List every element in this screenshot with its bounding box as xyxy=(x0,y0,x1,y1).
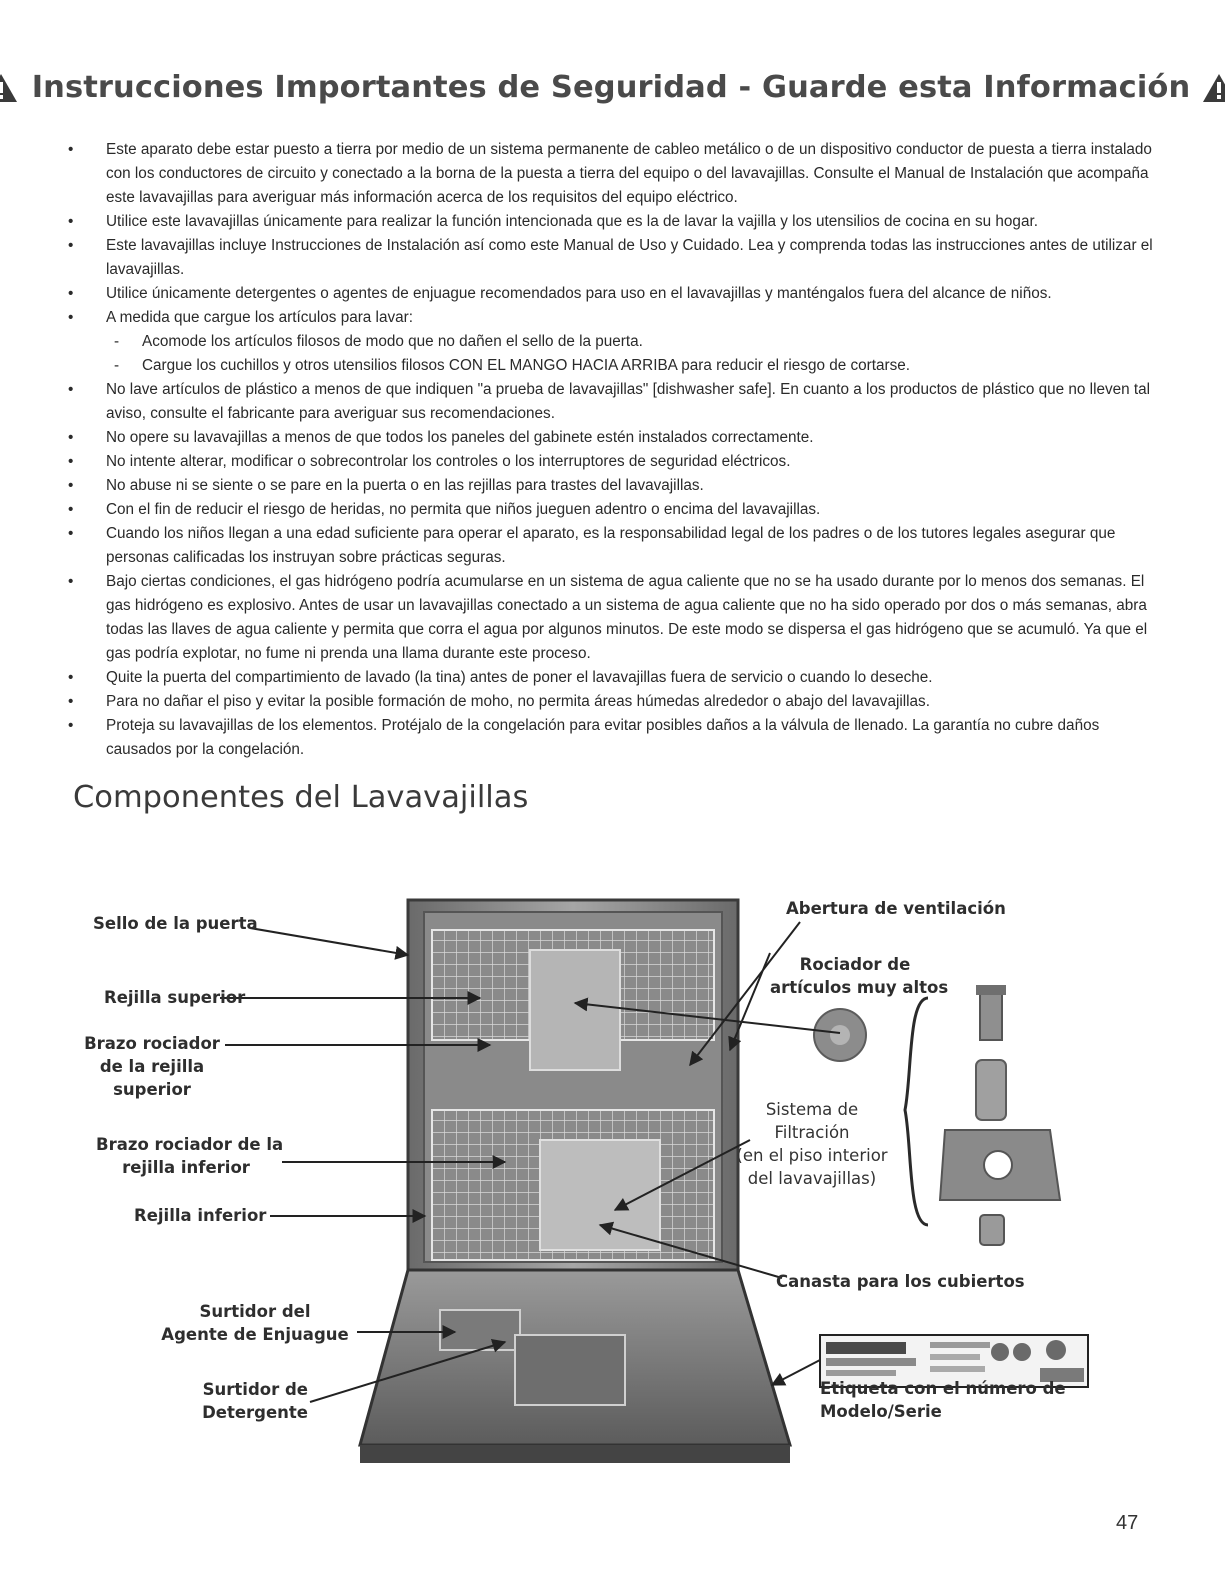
section-title: Componentes del Lavavajillas xyxy=(73,780,529,815)
list-item: • No opere su lavavajillas a menos de que todos los paneles del gabinete estén instalados correctamente. xyxy=(66,426,1156,450)
list-sub-item: - Acomode los artículos filosos de modo que no dañen el sello de la puerta. xyxy=(66,330,1156,354)
dishwasher-components-figure xyxy=(0,880,1225,1490)
warning-triangle-icon xyxy=(1202,72,1225,104)
label-detergent-dispenser: Surtidor de Detergente xyxy=(202,1380,308,1422)
label-upper-spray-arm: Brazo rociador de la rejilla superior xyxy=(84,1034,220,1099)
label-door-seal: Sello de la puerta xyxy=(93,914,258,933)
label-vent: Abertura de ventilación xyxy=(786,899,1006,918)
list-item: • Con el fin de reducir el riesgo de heridas, no permita que niños jueguen adentro o encima del lavavajillas. xyxy=(66,498,1156,522)
label-filtration-system: Sistema de Filtración (en el piso interior del lavavajillas) xyxy=(736,1100,888,1188)
list-item: • Quite la puerta del compartimiento de lavado (la tina) antes de poner el lavavajillas fuera de servicio o cuando lo deseche. xyxy=(66,666,1156,690)
label-rinse-aid-dispenser: Surtidor del Agente de Enjuague xyxy=(161,1302,349,1344)
label-lower-rack: Rejilla inferior xyxy=(134,1206,267,1225)
label-lower-spray-arm: Brazo rociador de la rejilla inferior xyxy=(96,1135,284,1177)
list-sub-item: - Cargue los cuchillos y otros utensilios filosos CON EL MANGO HACIA ARRIBA para reducir el riesgo de cortarse. xyxy=(66,354,1156,378)
label-upper-rack: Rejilla superior xyxy=(104,988,246,1007)
list-item: • Este aparato debe estar puesto a tierra por medio de un sistema permanente de cableo metálico o de un dispositivo conductor de puesta a tierra instalado con los conductores de circuito y conectado a la borna de la puesta a tierra del equipo o del lavavajillas. Consulte el Manual de Instalación que acompaña este lavavajillas para averiguar más información acerca de los requisitos del equipo eléctrico. xyxy=(66,138,1156,210)
page-number: 47 xyxy=(1116,1512,1139,1534)
warning-triangle-icon xyxy=(0,72,18,104)
page-title xyxy=(31,70,1191,105)
tall-item-sprayer-icon xyxy=(814,1009,866,1061)
list-item: • Utilice este lavavajillas únicamente para realizar la función intencionada que es la de lavar la vajilla y los utensilios de cocina en su hogar. xyxy=(66,210,1156,234)
safety-instructions-list xyxy=(66,138,1156,762)
label-tall-item-sprayer: Rociador de artículos muy altos xyxy=(770,955,949,997)
list-item: • Proteja su lavavajillas de los elementos. Protéjalo de la congelación para evitar posibles daños a la válvula de llenado. La garantía no cubre daños causados por la congelación. xyxy=(66,714,1156,762)
list-item: • Para no dañar el piso y evitar la posible formación de moho, no permita áreas húmedas alrededor o abajo del lavavajillas. xyxy=(66,690,1156,714)
label-model-serial-tag: Etiqueta con el número de Modelo/Serie xyxy=(820,1379,1066,1421)
list-item: • Utilice únicamente detergentes o agentes de enjuague recomendados para uso en el lavavajillas y manténgalos fuera del alcance de niños. xyxy=(66,282,1156,306)
list-item: • No lave artículos de plástico a menos de que indiquen "a prueba de lavavajillas" [dishwasher safe]. En cuanto a los productos de plástico que no lleven tal aviso, consulte el fabricante para averiguar sus recomendaciones. xyxy=(66,378,1156,426)
list-item: • No intente alterar, modificar o sobrecontrolar los controles o los interruptores de seguridad eléctricos. xyxy=(66,450,1156,474)
list-item: • Bajo ciertas condiciones, el gas hidrógeno podría acumularse en un sistema de agua caliente que no se ha usado durante por lo menos dos semanas. El gas hidrógeno es explosivo. Antes de usar un lavavajillas conectado a un sistema de agua caliente que no ha sido operado por dos o más semanas, abra todas las llaves de agua caliente y permita que corra el agua por algunos minutos. De este modo se dispersa el gas hidrógeno que se acumuló. Ya que el gas podría explotar, no fume ni prenda una llama durante este proceso. xyxy=(66,570,1156,666)
title-text: Instrucciones Importantes de Seguridad - Guarde esta Información xyxy=(31,70,1191,105)
list-item: • Este lavavajillas incluye Instrucciones de Instalación así como este Manual de Uso y Cuidado. Lea y comprenda todas las instrucciones antes de utilizar el lavavajillas. xyxy=(66,234,1156,282)
list-item: • Cuando los niños llegan a una edad suficiente para operar el aparato, es la responsabilidad legal de los padres o de los tutores legales asegurar que personas calificadas los instruyan sobre prácticas seguras. xyxy=(66,522,1156,570)
filtration-system-parts xyxy=(905,985,1060,1245)
lower-rack xyxy=(432,1110,714,1260)
list-item: • A medida que cargue los artículos para lavar: xyxy=(66,306,1156,330)
list-item: • No abuse ni se siente o se pare en la puerta o en las rejillas para trastes del lavavajillas. xyxy=(66,474,1156,498)
label-silverware-basket: Canasta para los cubiertos xyxy=(776,1272,1025,1291)
